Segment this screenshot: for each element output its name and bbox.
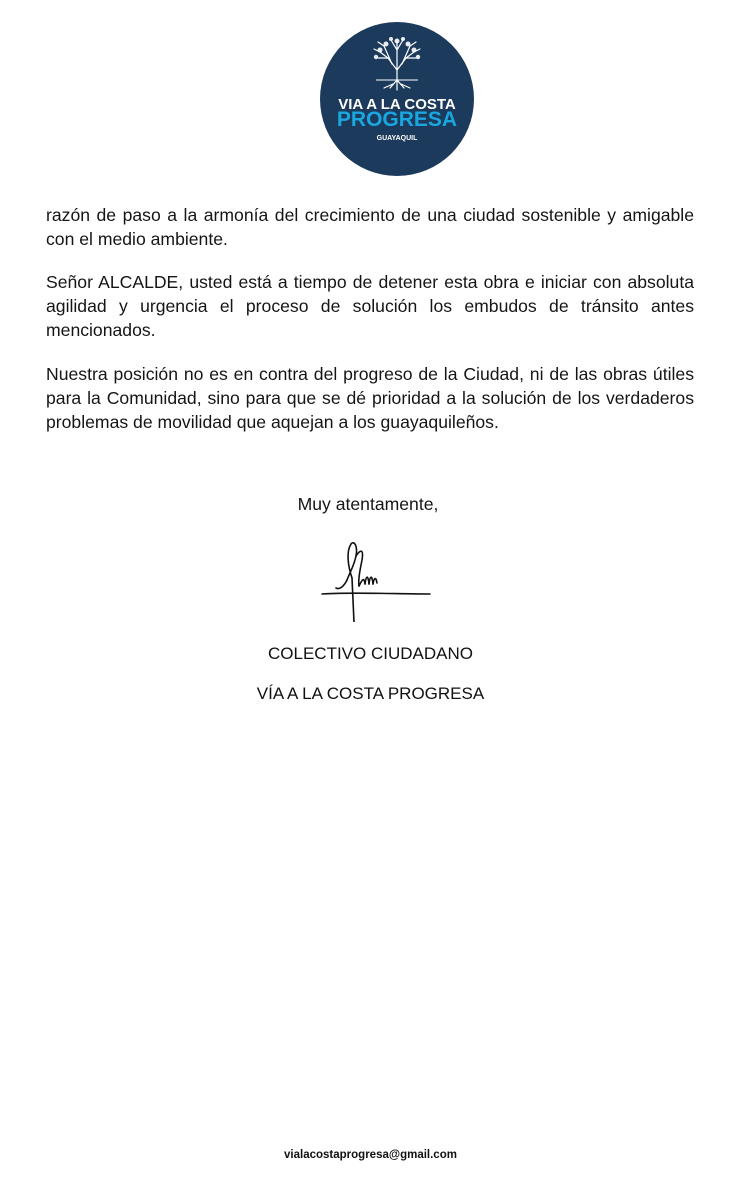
closing-salutation: Muy atentamente, <box>297 494 439 514</box>
handwritten-signature <box>318 536 438 622</box>
signatory-line-2: VÍA A LA COSTA PROGRESA <box>256 684 485 703</box>
body-paragraph-3: Nuestra posición no es en contra del progreso de la Ciudad, ni de las obras útiles para la Comunidad, sino para que se dé prioridad a la solución de los verdaderos problemas de movilidad que aquejan a los guayaquileños. <box>46 364 694 432</box>
logo-line1: VIA A LA COSTA <box>338 96 456 113</box>
footer-email: vialacostaprogresa@gmail.com <box>284 1149 457 1161</box>
organization-logo <box>320 22 474 176</box>
logo-line3: GUAYAQUIL <box>376 135 418 142</box>
signatory-line-1: COLECTIVO CIUDADANO <box>268 644 473 663</box>
logo-emblem <box>320 22 474 176</box>
logo-line2: PROGRESA <box>336 108 458 131</box>
body-paragraph-2: Señor ALCALDE, usted está a tiempo de detener esta obra e iniciar con absoluta agilidad y urgencia el proceso de solución los embudos de tránsito antes mencionados. <box>46 272 694 340</box>
body-paragraph-1: razón de paso a la armonía del crecimiento de una ciudad sostenible y amigable con el medio ambiente. <box>46 205 694 249</box>
